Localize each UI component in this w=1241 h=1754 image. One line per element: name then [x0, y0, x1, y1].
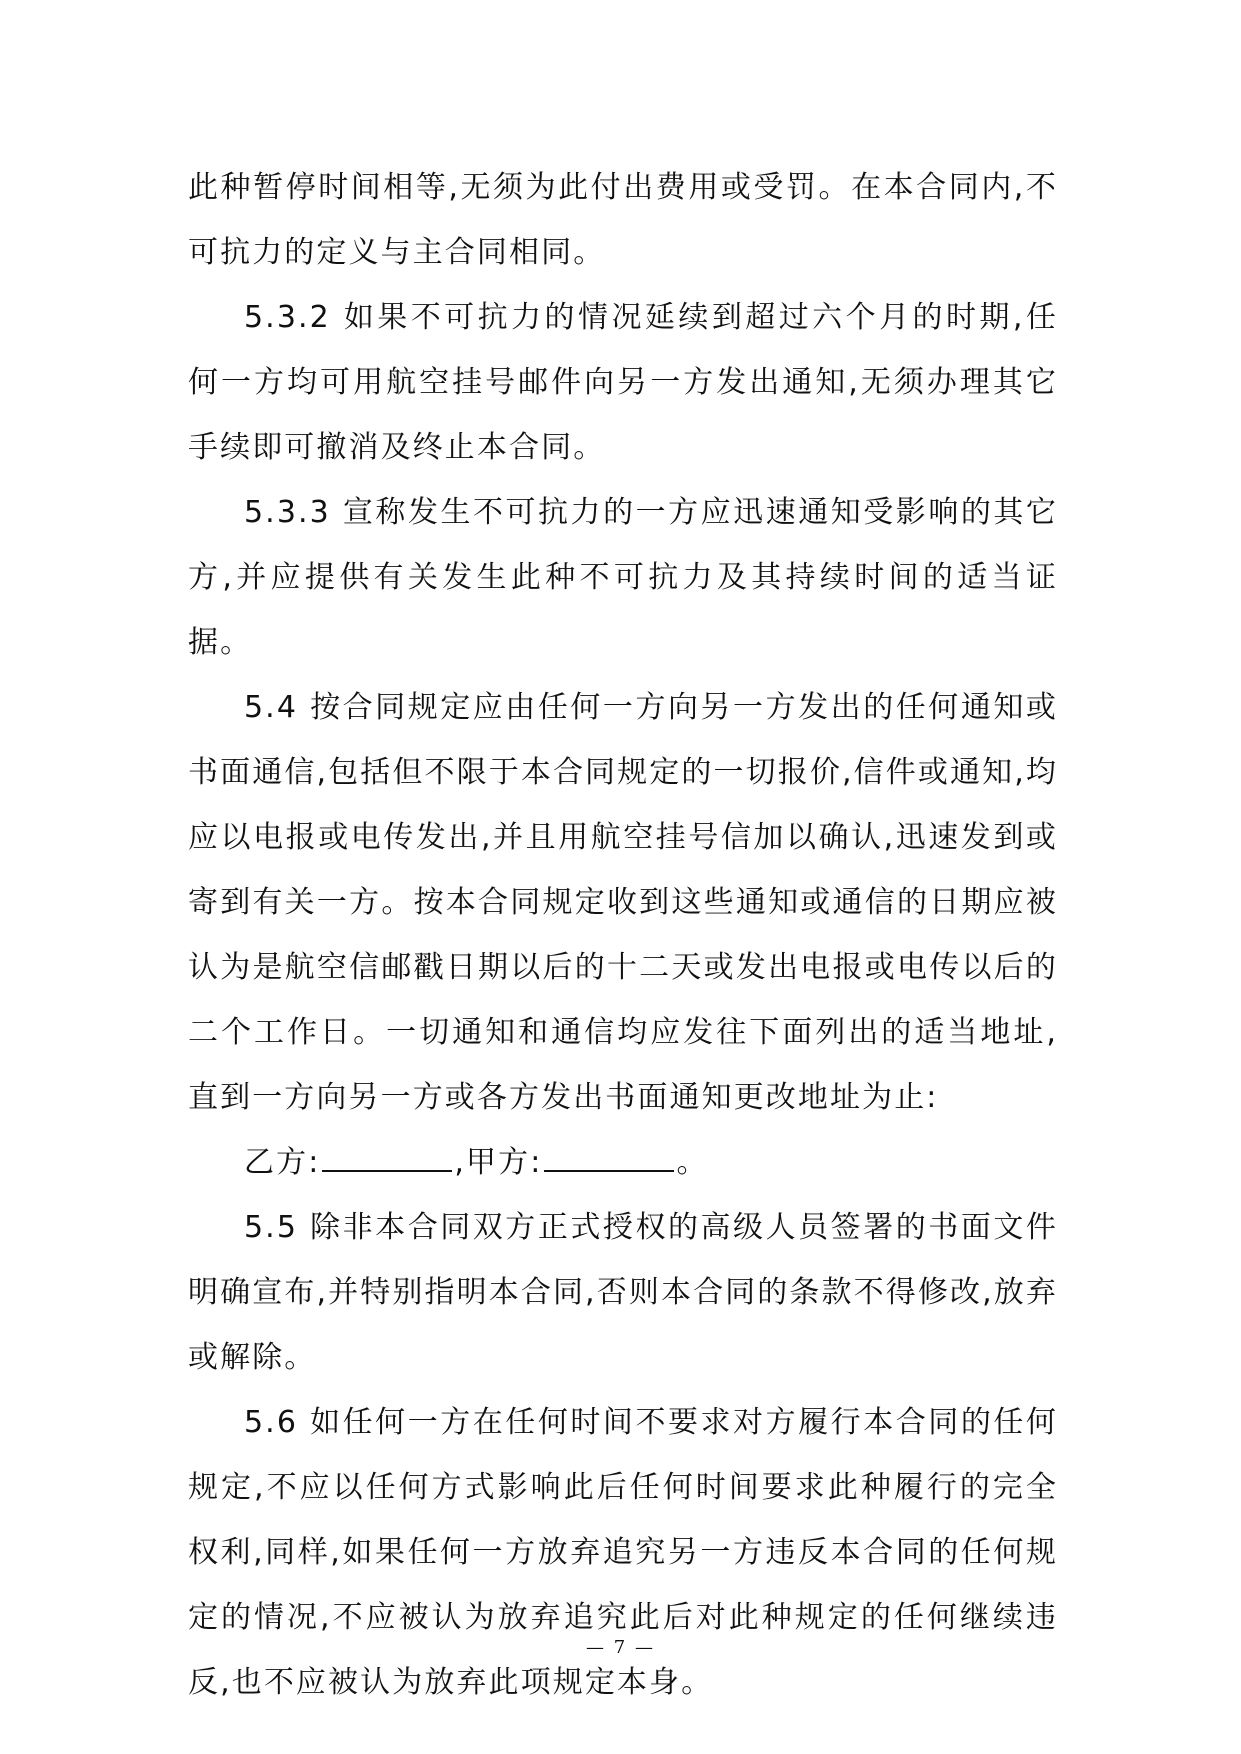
paragraph-5-5: 5.5 除非本合同双方正式授权的高级人员签署的书面文件明确宣布,并特别指明本合同,否则本合同的条款不得修改,放弃或解除。 — [188, 1210, 1058, 1375]
paragraph-5-3-2: 5.3.2 如果不可抗力的情况延续到超过六个月的时期,任何一方均可用航空挂号邮件向另一方发出通知,无须办理其它手续即可撤消及终止本合同。 — [188, 300, 1058, 465]
paragraph-5-4: 5.4 按合同规定应由任何一方向另一方发出的任何通知或书面通信,包括但不限于本合同规定的一切报价,信件或通知,均应以电报或电传发出,并且用航空挂号信加以确认,迅速发到或寄到有关一方。按本合同规定收到这些通知或通信的日期应被认为是航空信邮戳日期以后的十二天或发出电报或电传以后的二个工作日。一切通知和通信均应发往下面列出的适当地址,直到一方向另一方或各方发出书面通知更改地址为止: — [188, 690, 1058, 1115]
paragraph-5-6: 5.6 如任何一方在任何时间不要求对方履行本合同的任何规定,不应以任何方式影响此后任何时间要求此种履行的完全权利,同样,如果任何一方放弃追究另一方违反本合同的任何规定的情况,不应被认为放弃追究此后对此种规定的任何继续违反,也不应被认为放弃此项规定本身。 — [188, 1405, 1058, 1700]
party-a-address-blank — [544, 1144, 674, 1172]
document-body — [188, 155, 1058, 1715]
page-number: — 7 — — [586, 1637, 655, 1658]
paragraph-force-majeure-continued: 此种暂停时间相等,无须为此付出费用或受罚。在本合同内,不可抗力的定义与主合同相同。 — [188, 170, 1058, 270]
paragraph-5-3-3: 5.3.3 宣称发生不可抗力的一方应迅速通知受影响的其它方,并应提供有关发生此种不可抗力及其持续时间的适当证据。 — [188, 495, 1058, 660]
address-line — [188, 1130, 1058, 1195]
party-b-label: 乙方: — [244, 1145, 321, 1180]
address-line-end: 。 — [676, 1145, 709, 1180]
party-a-label: ,甲方: — [454, 1145, 543, 1180]
party-b-address-blank — [322, 1144, 452, 1172]
